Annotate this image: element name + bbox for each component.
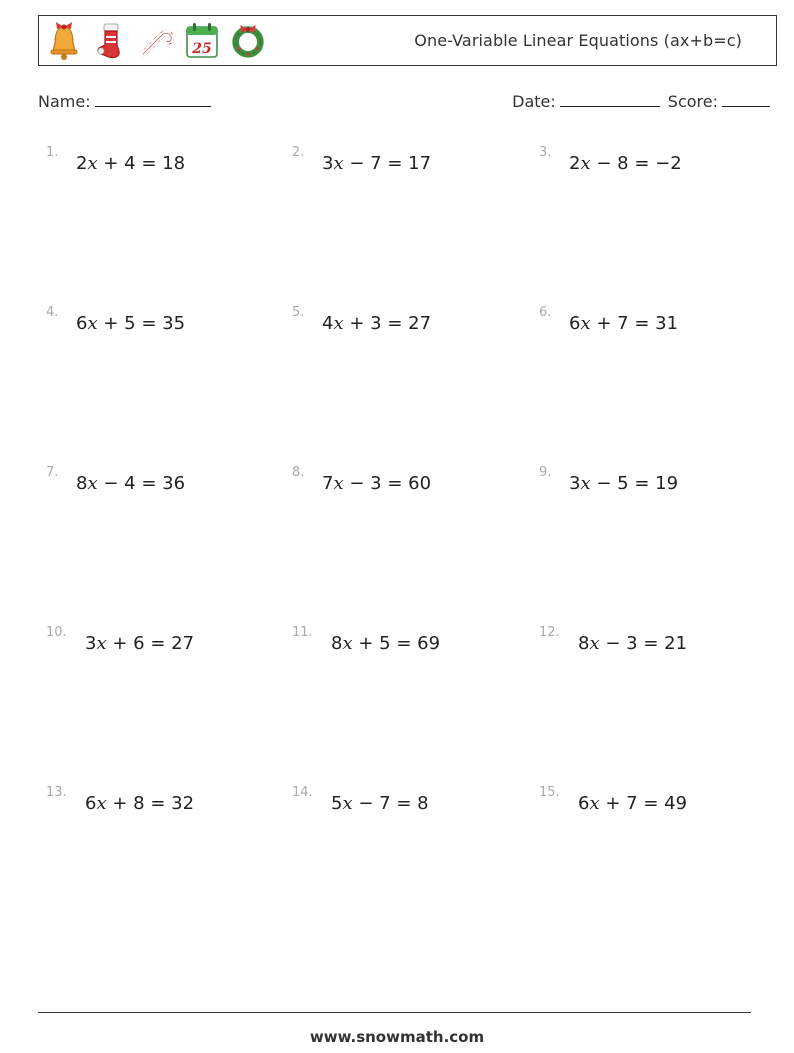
equation-operator: − [596, 153, 612, 174]
equation-constant: 3 [370, 473, 382, 494]
equation-variable: x [96, 633, 107, 654]
equation-coefficient: 6 [76, 313, 88, 334]
problem-item [46, 305, 286, 345]
problem-number: 5. [292, 305, 305, 320]
score-label: Score: [667, 92, 718, 111]
problem-equation: 6x + 5 = 35 [76, 313, 186, 334]
equation-variable: x [96, 793, 107, 814]
equation-coefficient: 8 [76, 473, 88, 494]
equation-variable: x [580, 313, 591, 334]
footer-divider [38, 1012, 751, 1013]
equation-result: 18 [162, 153, 186, 174]
equation-result: 27 [171, 633, 195, 654]
equation-operator: − [103, 473, 119, 494]
equation-coefficient: 8 [331, 633, 343, 654]
equation-constant: 5 [124, 313, 136, 334]
calendar-day: 25 [192, 41, 212, 57]
equation-result: −2 [655, 153, 682, 174]
equation-constant: 5 [617, 473, 629, 494]
equation-coefficient: 6 [85, 793, 97, 814]
equation-operator: + [103, 313, 119, 334]
equation-result: 36 [162, 473, 186, 494]
equation-variable: x [333, 313, 344, 334]
equation-constant: 7 [626, 793, 638, 814]
equation-coefficient: 6 [578, 793, 590, 814]
problem-number: 4. [46, 305, 59, 320]
equation-operator: + [112, 793, 128, 814]
equation-coefficient: 6 [569, 313, 581, 334]
equation-constant: 4 [124, 153, 136, 174]
equation-coefficient: 2 [76, 153, 88, 174]
problem-number: 3. [539, 145, 552, 160]
problem-equation: 5x − 7 = 8 [331, 793, 429, 814]
equation-operator: − [596, 473, 612, 494]
problem-item [539, 145, 779, 185]
problem-number: 12. [539, 625, 560, 640]
equation-variable: x [87, 313, 98, 334]
problem-number: 11. [292, 625, 313, 640]
equation-operator: + [349, 313, 365, 334]
equation-result: 60 [408, 473, 432, 494]
problem-number: 2. [292, 145, 305, 160]
problem-equation: 3x + 6 = 27 [85, 633, 195, 654]
equation-coefficient: 4 [322, 313, 334, 334]
equation-operator: − [358, 793, 374, 814]
problem-equation: 4x + 3 = 27 [322, 313, 432, 334]
equation-variable: x [342, 793, 353, 814]
problem-item [539, 785, 779, 825]
equation-constant: 3 [370, 313, 382, 334]
problem-number: 15. [539, 785, 560, 800]
problem-item [292, 465, 532, 505]
problem-equation: 3x − 7 = 17 [322, 153, 432, 174]
equation-operator: − [605, 633, 621, 654]
problem-number: 8. [292, 465, 305, 480]
equation-operator: + [358, 633, 374, 654]
equation-coefficient: 3 [85, 633, 97, 654]
equation-result: 27 [408, 313, 432, 334]
equation-operator: − [349, 473, 365, 494]
equation-result: 31 [655, 313, 679, 334]
problem-item [46, 145, 286, 185]
problem-equation: 7x − 3 = 60 [322, 473, 432, 494]
equation-variable: x [333, 153, 344, 174]
problem-item [539, 625, 779, 665]
equation-variable: x [589, 633, 600, 654]
equation-result: 17 [408, 153, 432, 174]
equation-coefficient: 8 [578, 633, 590, 654]
problem-equation: 6x + 7 = 49 [578, 793, 688, 814]
equation-operator: + [103, 153, 119, 174]
equation-variable: x [87, 473, 98, 494]
equation-variable: x [580, 473, 591, 494]
equation-result: 21 [664, 633, 688, 654]
equation-constant: 7 [617, 313, 629, 334]
equation-coefficient: 3 [322, 153, 334, 174]
problem-item [539, 305, 779, 345]
problem-equation: 8x − 3 = 21 [578, 633, 688, 654]
equation-result: 35 [162, 313, 186, 334]
equation-constant: 5 [379, 633, 391, 654]
equation-operator: + [596, 313, 612, 334]
equation-result: 49 [664, 793, 688, 814]
date-label: Date: [512, 92, 556, 111]
problem-equation: 3x − 5 = 19 [569, 473, 679, 494]
problem-number: 9. [539, 465, 552, 480]
equation-result: 8 [417, 793, 429, 814]
equation-constant: 3 [626, 633, 638, 654]
equation-coefficient: 3 [569, 473, 581, 494]
equation-constant: 4 [124, 473, 136, 494]
equation-result: 32 [171, 793, 195, 814]
equation-constant: 8 [133, 793, 145, 814]
problem-item [539, 465, 779, 505]
problem-item [292, 305, 532, 345]
problem-number: 10. [46, 625, 67, 640]
problem-equation: 6x + 8 = 32 [85, 793, 195, 814]
equation-operator: − [349, 153, 365, 174]
name-label: Name: [38, 92, 91, 111]
problem-equation: 8x − 4 = 36 [76, 473, 186, 494]
equation-variable: x [333, 473, 344, 494]
equation-coefficient: 5 [331, 793, 343, 814]
problem-number: 1. [46, 145, 59, 160]
problem-equation: 8x + 5 = 69 [331, 633, 441, 654]
equation-result: 19 [655, 473, 679, 494]
problem-number: 14. [292, 785, 313, 800]
equation-coefficient: 7 [322, 473, 334, 494]
equation-constant: 6 [133, 633, 145, 654]
problem-equation: 2x + 4 = 18 [76, 153, 186, 174]
equation-result: 69 [417, 633, 441, 654]
equation-coefficient: 2 [569, 153, 581, 174]
equation-constant: 7 [379, 793, 391, 814]
problem-number: 7. [46, 465, 59, 480]
problem-item [46, 465, 286, 505]
footer-url: www.snowmath.com [309, 1028, 485, 1046]
problem-item [292, 785, 532, 825]
problem-item [46, 785, 286, 825]
equation-constant: 7 [370, 153, 382, 174]
equation-variable: x [589, 793, 600, 814]
problem-equation: 2x − 8 = −2 [569, 153, 682, 174]
problem-item [46, 625, 286, 665]
problem-item [292, 625, 532, 665]
equation-constant: 8 [617, 153, 629, 174]
worksheet-title: One-Variable Linear Equations (ax+b=c) [414, 31, 742, 50]
equation-variable: x [580, 153, 591, 174]
equation-variable: x [342, 633, 353, 654]
problem-equation: 6x + 7 = 31 [569, 313, 679, 334]
equation-variable: x [87, 153, 98, 174]
equation-operator: + [605, 793, 621, 814]
problem-item [292, 145, 532, 185]
equation-operator: + [112, 633, 128, 654]
problem-number: 13. [46, 785, 67, 800]
problem-number: 6. [539, 305, 552, 320]
